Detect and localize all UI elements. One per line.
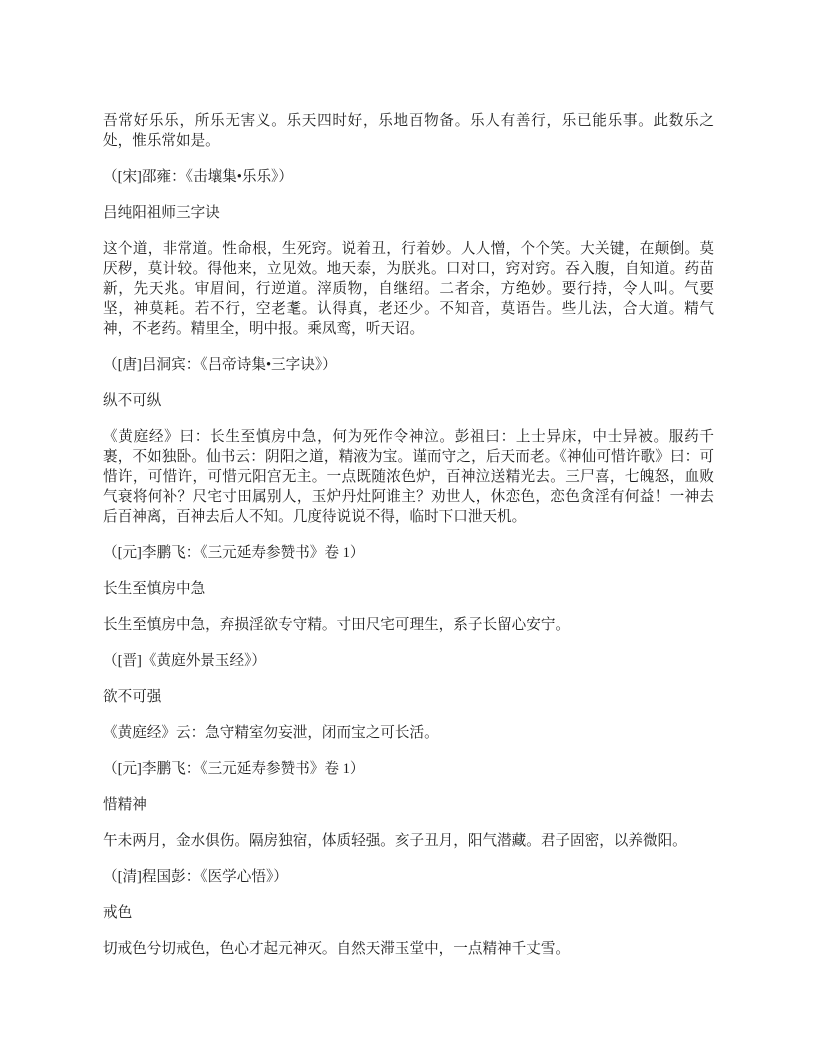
section-heading: 惜精神 [103, 797, 147, 813]
source-citation: （[宋]邵雍：《击壤集•乐乐》） [103, 169, 293, 185]
paragraph: 切戒色兮切戒色，色心才起元神灭。自然天滞玉堂中，一点精神千丈雪。 [103, 941, 571, 957]
paragraph: 长生至慎房中急，弃损淫欲专守精。寸田尺宅可理生，系子长留心安宁。 [103, 617, 571, 633]
paragraph: 午未两月，金水俱伤。隔房独宿，体质轻强。亥子丑月，阳气潜藏。君子固密，以养微阳。 [103, 833, 687, 849]
source-citation: （[晋]《黄庭外景玉经》） [103, 653, 266, 669]
section-heading: 纵不可纵 [103, 393, 162, 409]
section-heading: 吕纯阳祖师三字诀 [103, 205, 220, 221]
paragraph: 这个道，非常道。性命根，生死窍。说着丑，行着妙。人人憎，个个笑。大关键，在颠倒。莫厌秽，莫计较。得他来，立见效。地天泰，为朕兆。口对口，窍对窍。吞入腹，自知道。药苗新，先天兆。审眉间，行逆道。滓质物，自继绍。二者余，方绝妙。要行持，令人叫。气要坚，神莫耗。若不行，空老耄。认得真，老还少。不知音，莫语告。些儿法，合大道。精气神，不老药。精里全，明中报。乘凤鸾，听天诏。 [103, 241, 714, 337]
section-heading: 欲不可强 [103, 689, 162, 705]
paragraph: 吾常好乐乐，所乐无害义。乐天四时好，乐地百物备。乐人有善行，乐已能乐事。此数乐之处，惟乐常如是。 [103, 113, 714, 149]
paragraph: 《黄庭经》曰：长生至慎房中急，何为死作令神泣。彭祖曰：上士异床，中士异被。服药千裹，不如独卧。仙书云：阴阳之道，精液为宝。谨而守之，后天而老。《神仙可惜许歌》曰：可惜许，可惜许，可惜元阳宫无主。一点既随浓色炉，百神泣送精光去。三尸喜，七魄怒，血败气衰将何补？尺宅寸田属别人，玉炉丹灶阿谁主？劝世人，休恋色，恋色贪淫有何益！一神去后百神离，百神去后人不知。几度待说说不得，临时下口泄天机。 [103, 429, 714, 525]
source-citation: （[唐]吕洞宾：《吕帝诗集•三字诀》） [103, 357, 337, 373]
paragraph: 《黄庭经》云：急守精室勿妄泄，闭而宝之可长活。 [103, 725, 439, 741]
section-heading: 戒色 [103, 905, 133, 921]
source-citation: （[元]李鹏飞：《三元延寿参赞书》卷 1） [103, 545, 365, 561]
section-heading: 长生至慎房中急 [103, 581, 206, 597]
source-citation: （[元]李鹏飞：《三元延寿参赞书》卷 1） [103, 761, 365, 777]
source-citation: （[清]程国彭：《医学心悟》） [103, 869, 288, 885]
